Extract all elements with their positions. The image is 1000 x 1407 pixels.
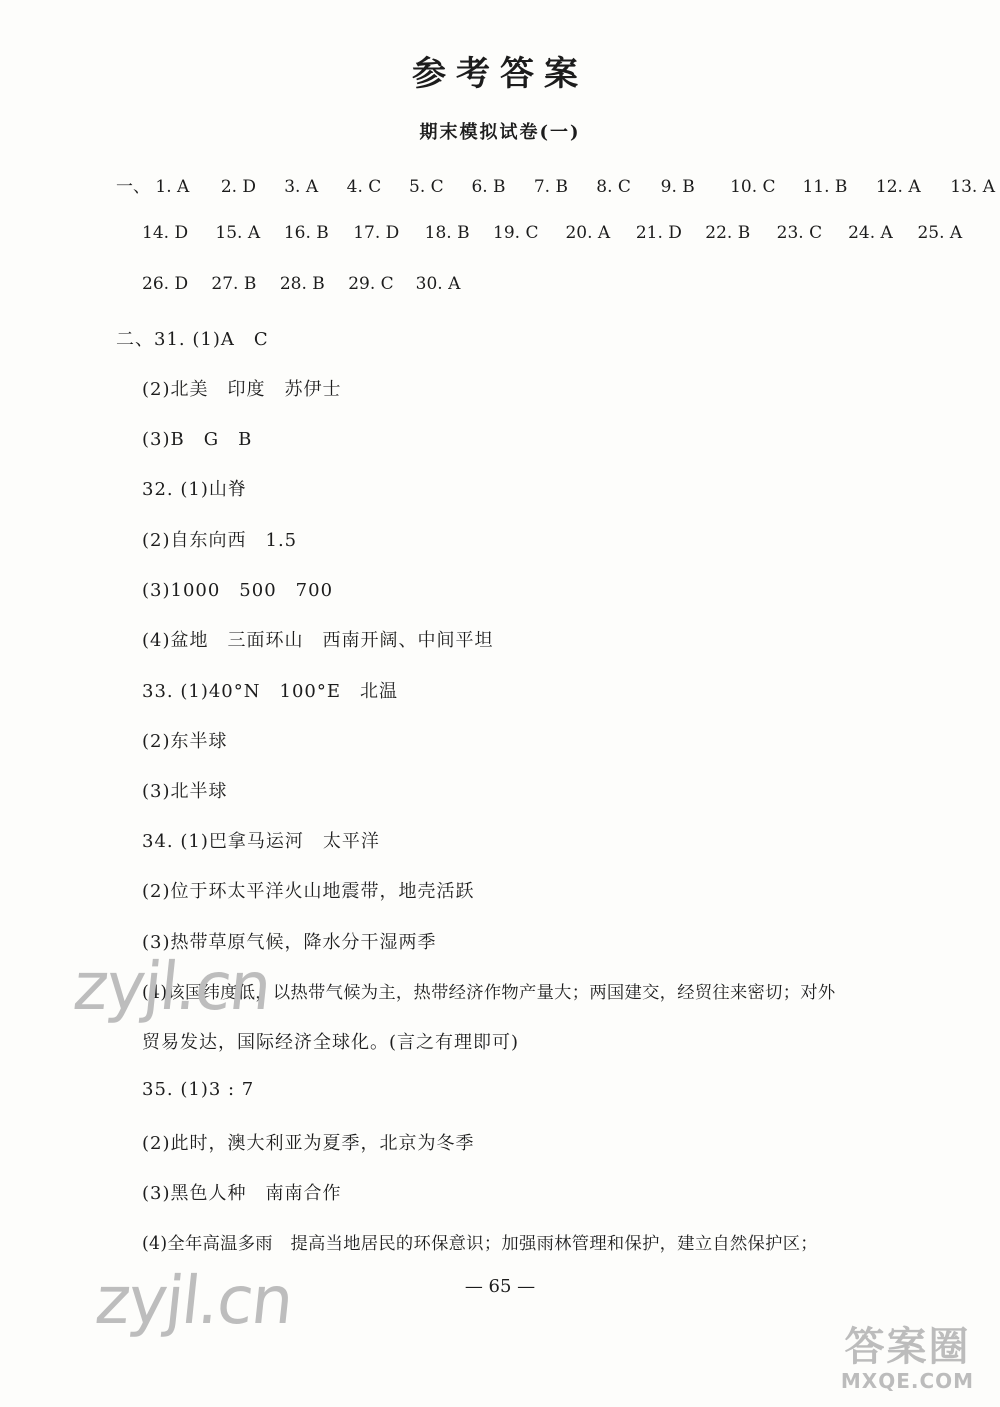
answer-line: (2)此时，澳大利亚为夏季，北京为冬季 [142, 1133, 475, 1154]
mc-row-3 [142, 274, 460, 294]
page-number: — 65 — [464, 1276, 536, 1297]
mc-answer: 28. B [279, 274, 325, 294]
answer-line: (4)盆地 三面环山 西南开阔、中间平坦 [142, 630, 494, 651]
mc-answer: 1. A [155, 177, 190, 197]
mc-answer: 17. D [353, 223, 400, 243]
answer-line: 32. (1)山脊 [142, 479, 247, 500]
mc-answer: 16. B [283, 223, 329, 243]
answer-line: (3)北半球 [142, 781, 228, 802]
answer-line: (2)自东向西 1.5 [142, 530, 298, 551]
mc-answer: 8. C [596, 177, 631, 197]
answer-line: (3)B G B [142, 429, 253, 450]
answer-line: (2)位于环太平洋火山地震带，地壳活跃 [142, 881, 475, 902]
answer-line: (4)该国纬度低，以热带气候为主，热带经济作物产量大；两国建交，经贸往来密切；对外 [142, 983, 836, 1003]
answer-line: 二、31. (1)A C [116, 329, 269, 350]
answer-line: 34. (1)巴拿马运河 太平洋 [142, 831, 380, 852]
mc-answer: 2. D [220, 177, 257, 197]
answer-line: (2)东半球 [142, 731, 228, 752]
exam-subtitle: 期末模拟试卷(一) [419, 122, 581, 143]
mc-answer: 13. A [950, 177, 995, 197]
mc-answer: 12. A [875, 177, 921, 197]
mc-answer: 24. A [848, 223, 893, 243]
answer-line: (3)1000 500 700 [142, 580, 334, 601]
mc-answer: 18. B [424, 223, 470, 243]
mc-answer: 7. B [533, 177, 568, 197]
mc-answer: 14. D [142, 223, 189, 243]
mc-answer: 3. A [284, 177, 319, 197]
mc-row-2 [142, 223, 962, 243]
mc-answer: 20. A [565, 223, 611, 243]
watermark-stamp [825, 1315, 990, 1397]
mc-answer: 25. A [917, 223, 963, 243]
mc-answer: 30. A [415, 274, 461, 294]
mc-row-1 [116, 172, 995, 197]
mc-answer: 5. C [409, 177, 444, 197]
mc-answer: 21. D [635, 223, 682, 243]
mc-answer: 27. B [211, 274, 257, 294]
mc-answer: 26. D [142, 274, 189, 294]
answer-line: (4)全年高温多雨 提高当地居民的环保意识；加强雨林管理和保护，建立自然保护区； [142, 1234, 818, 1254]
watermark-zyjl: zyjl.cn [91, 1262, 296, 1339]
stamp-top-text: 答案圈 [844, 1324, 971, 1370]
answer-line: (3)黑色人种 南南合作 [142, 1183, 342, 1204]
stamp-bottom-text: MXQE.COM [840, 1369, 975, 1393]
answer-line: 贸易发达，国际经济全球化。(言之有理即可) [142, 1032, 520, 1053]
answer-line: (3)热带草原气候，降水分干湿两季 [142, 932, 437, 953]
mc-answer: 4. C [346, 177, 382, 197]
page-title: 参考答案 [412, 54, 588, 94]
mc-answer: 22. B [705, 223, 751, 243]
watermark-zyjl: zyjl.cn [69, 948, 274, 1025]
mc-answer: 15. A [215, 223, 261, 243]
mc-answer: 9. B [660, 177, 695, 197]
answer-line: (2)北美 印度 苏伊士 [142, 379, 342, 400]
answer-line: 35. (1)3 : 7 [142, 1079, 255, 1100]
mc-answer: 23. C [776, 223, 823, 243]
section-prefix: 一、 [116, 177, 150, 197]
mc-answer: 19. C [493, 223, 539, 243]
mc-answer: 10. C [730, 177, 776, 197]
answer-line: 33. (1)40°N 100°E 北温 [142, 681, 398, 702]
mc-answer: 6. B [471, 177, 506, 197]
mc-answer: 29. C [348, 274, 394, 294]
mc-answer: 11. B [802, 177, 848, 197]
